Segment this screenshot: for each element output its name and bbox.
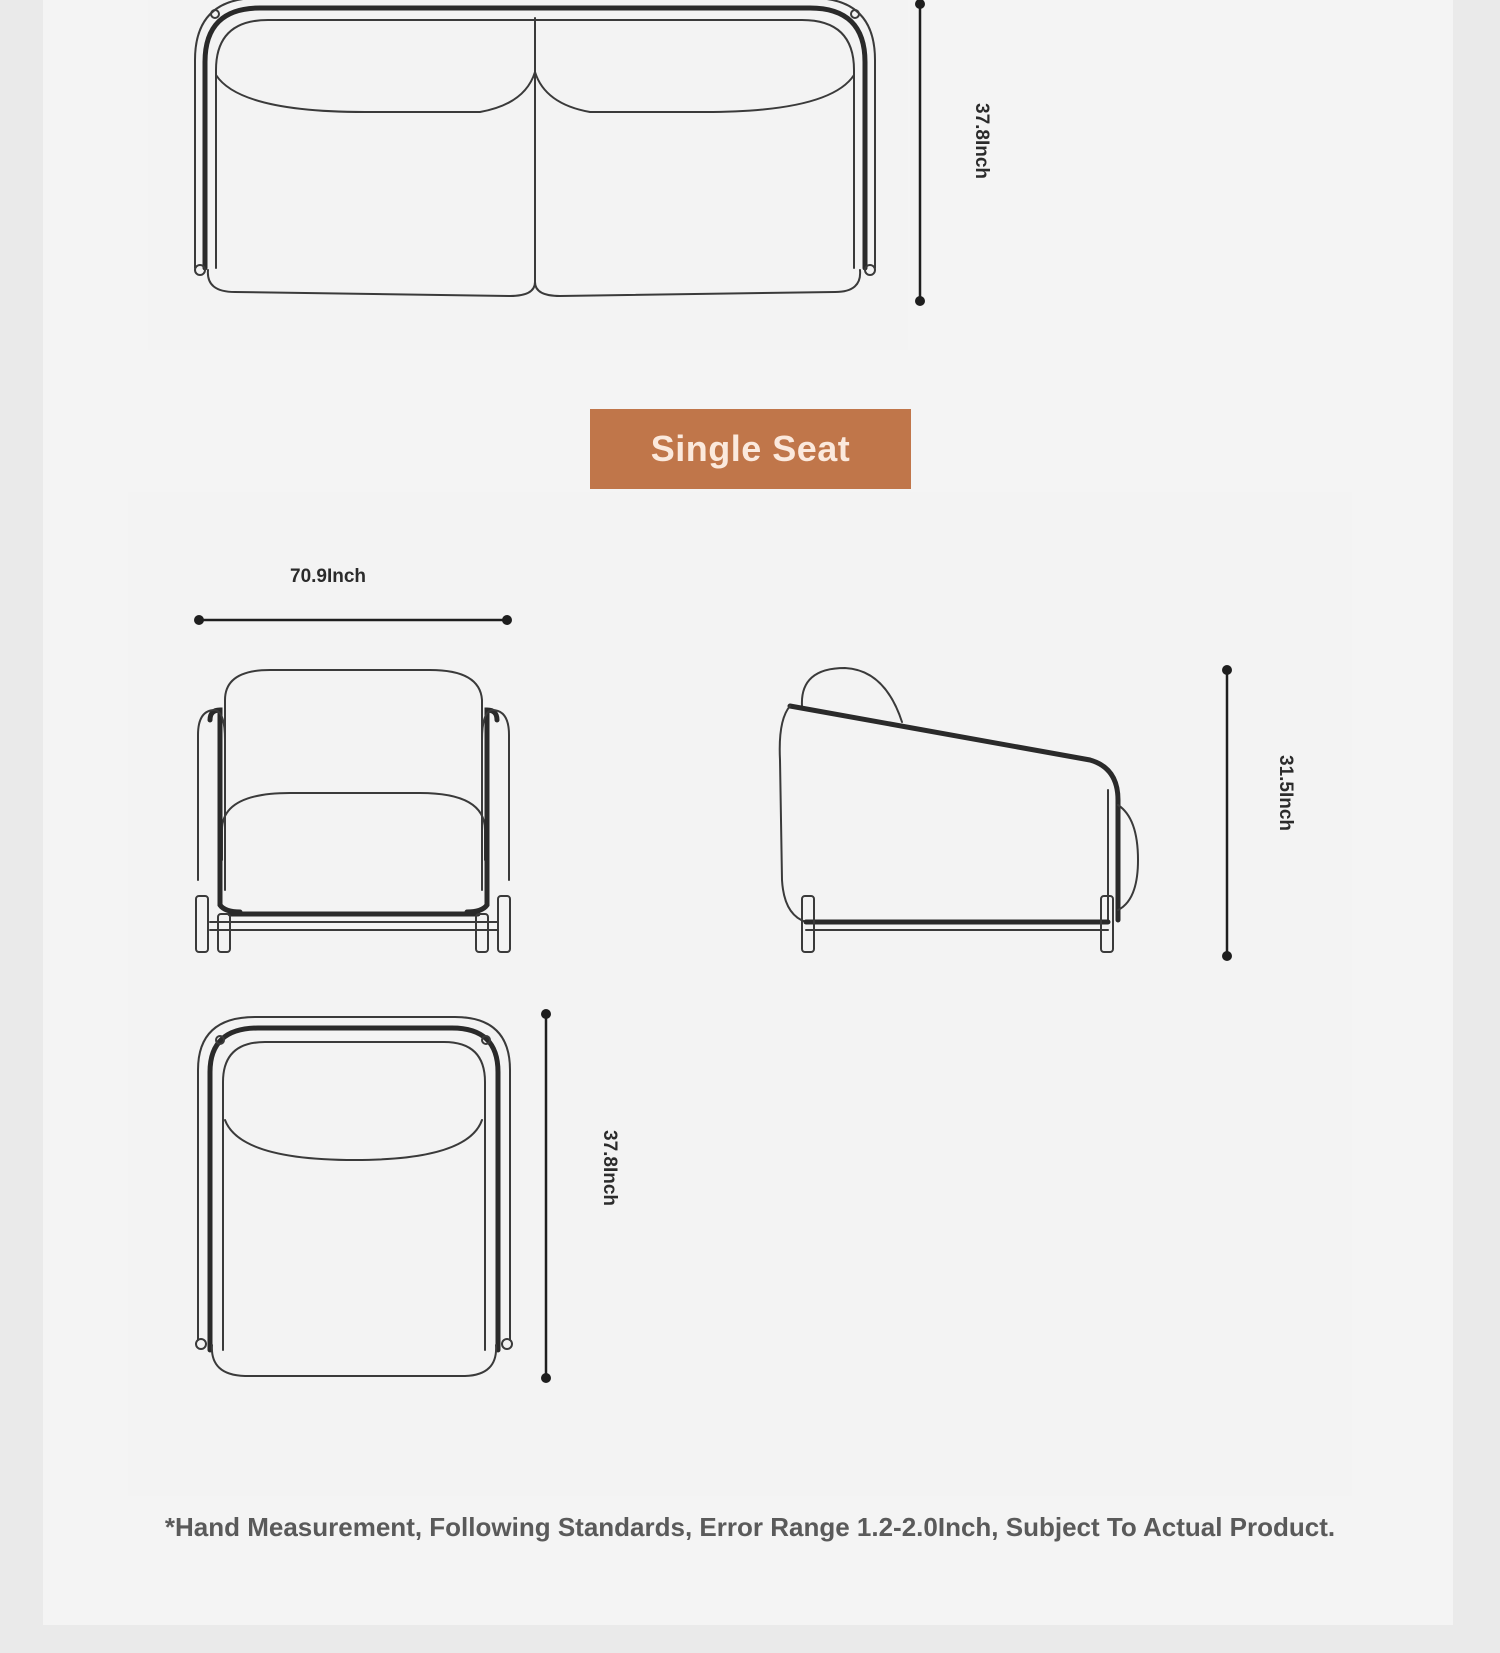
chair-width-label: 70.9Inch (290, 566, 367, 587)
section-title: Single Seat (650, 428, 851, 469)
chair-top-view (196, 1017, 512, 1376)
chair-side-view (780, 668, 1138, 952)
section-badge (590, 409, 911, 489)
chair-height-label: 31.5Inch (1275, 755, 1296, 832)
sofa-depth-dimension-line (915, 0, 925, 306)
chair-width-dimension-line (194, 615, 512, 625)
measurement-footnote: *Hand Measurement, Following Standards, Error Range 1.2-2.0Inch, Subject To Actual Product. (164, 1512, 1336, 1542)
sofa-depth-label: 37.8Inch (971, 103, 992, 180)
sofa-top-view (195, 0, 875, 296)
chair-depth-label: 37.8Inch (599, 1130, 620, 1207)
chair-height-dimension-line (1222, 665, 1232, 961)
chair-front-view (196, 670, 510, 952)
chair-depth-dimension-line (541, 1009, 551, 1383)
